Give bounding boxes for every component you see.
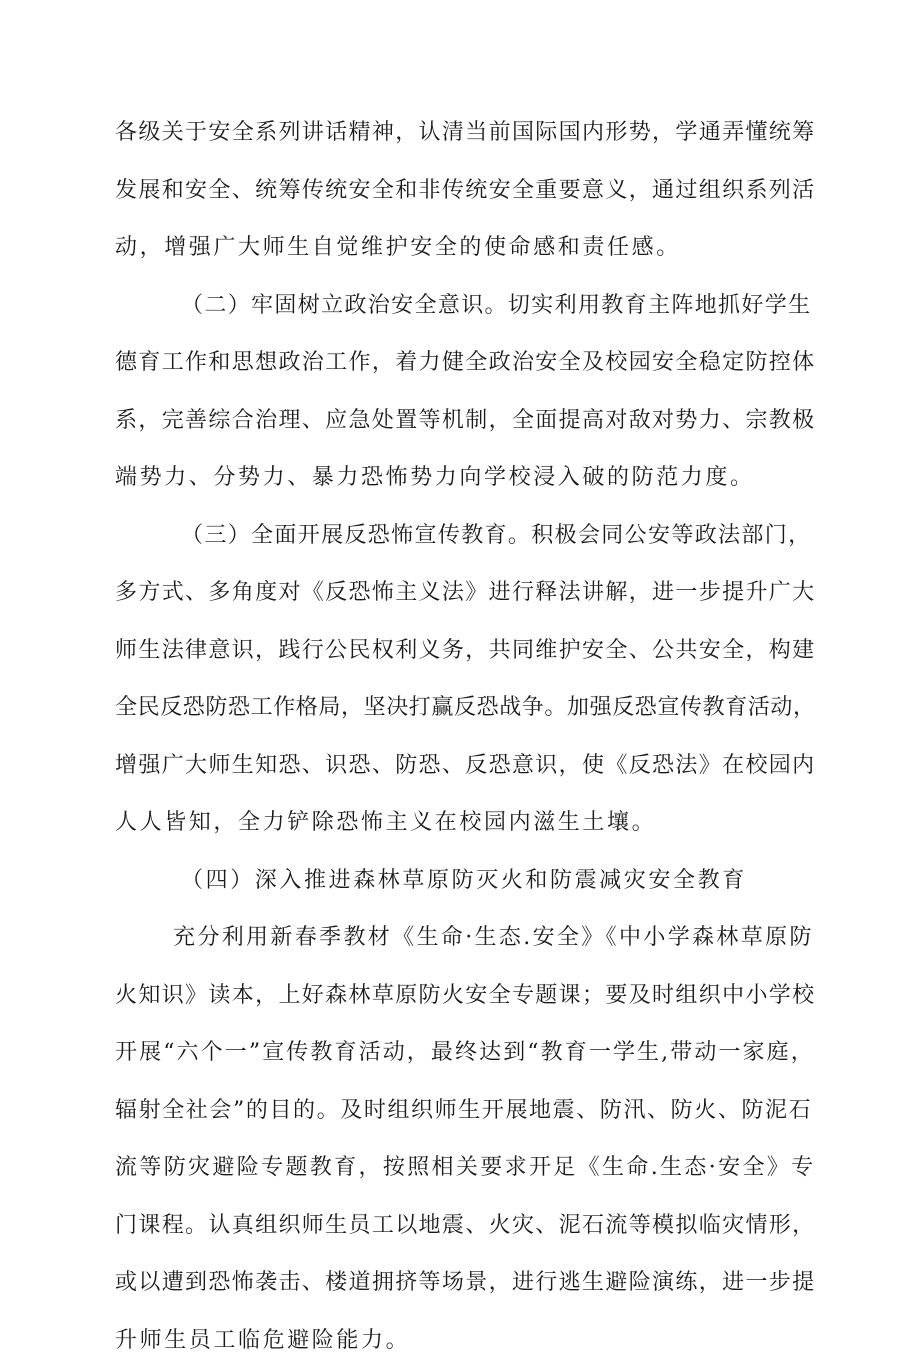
text-line: 人人皆知，全力铲除恐怖主义在校园内滋生土壤。 bbox=[115, 794, 815, 852]
text-line: 辐射全社会”的目的。及时组织师生开展地震、防汛、防火、防泥石 bbox=[115, 1082, 815, 1140]
text-line: 系，完善综合治理、应急处置等机制，全面提高对敌对势力、宗教极 bbox=[115, 392, 815, 450]
text-line: 动，增强广大师生自觉维护安全的使命感和责任感。 bbox=[115, 219, 815, 277]
text-line: 或以遭到恐怖袭击、楼道拥挤等场景，进行逃生避险演练，进一步提 bbox=[115, 1254, 815, 1312]
text-line: 开展“六个一”宣传教育活动，最终达到“教育一学生,带动一家庭， bbox=[115, 1024, 815, 1082]
document-body bbox=[115, 104, 815, 1369]
text-line: 各级关于安全系列讲话精神，认清当前国际国内形势，学通弄懂统筹 bbox=[115, 104, 815, 162]
text-line: 发展和安全、统筹传统安全和非传统安全重要意义，通过组织系列活 bbox=[115, 162, 815, 220]
text-line: （二）牢固树立政治安全意识。切实利用教育主阵地抓好学生 bbox=[115, 277, 815, 335]
text-line: 火知识》读本，上好森林草原防火安全专题课；要及时组织中小学校 bbox=[115, 967, 815, 1025]
text-line: 多方式、多角度对《反恐怖主义法》进行释法讲解，进一步提升广大 bbox=[115, 564, 815, 622]
text-line: （四）深入推进森林草原防灭火和防震减灾安全教育 bbox=[115, 852, 815, 910]
text-line: 师生法律意识，践行公民权利义务，共同维护安全、公共安全，构建 bbox=[115, 622, 815, 680]
text-line: 门课程。认真组织师生员工以地震、火灾、泥石流等模拟临灾情形， bbox=[115, 1197, 815, 1255]
text-line: 升师生员工临危避险能力。 bbox=[115, 1312, 815, 1369]
text-line: 德育工作和思想政治工作，着力健全政治安全及校园安全稳定防控体 bbox=[115, 334, 815, 392]
text-line: 增强广大师生知恐、识恐、防恐、反恐意识，使《反恐法》在校园内 bbox=[115, 737, 815, 795]
text-line: 流等防灾避险专题教育，按照相关要求开足《生命.生态·安全》专 bbox=[115, 1139, 815, 1197]
text-line: 端势力、分势力、暴力恐怖势力向学校浸入破的防范力度。 bbox=[115, 449, 815, 507]
text-line: （三）全面开展反恐怖宣传教育。积极会同公安等政法部门， bbox=[115, 507, 815, 565]
text-line: 充分利用新春季教材《生命·生态.安全》《中小学森林草原防 bbox=[115, 909, 815, 967]
text-line: 全民反恐防恐工作格局，坚决打赢反恐战争。加强反恐宣传教育活动， bbox=[115, 679, 815, 737]
